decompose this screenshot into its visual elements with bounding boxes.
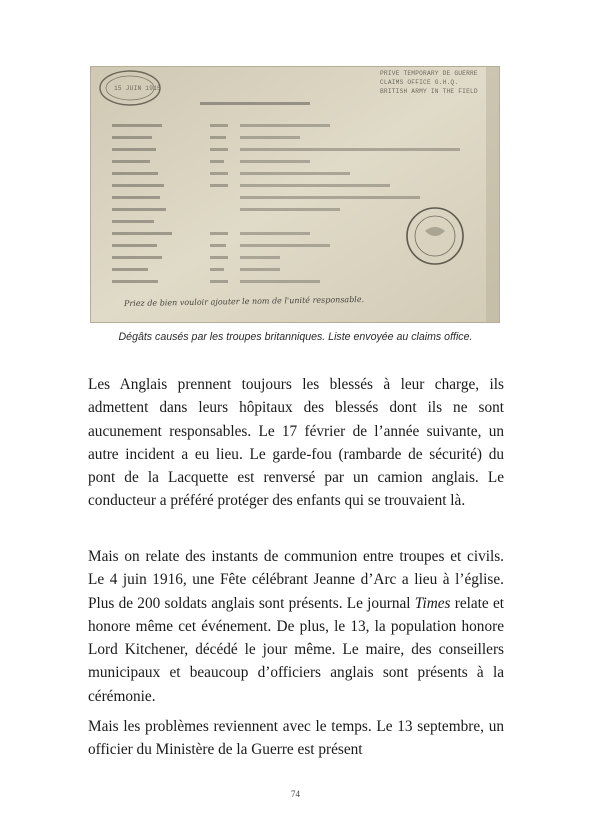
round-stamp-graphic	[407, 208, 463, 264]
paragraph-2-start: Mais on relate des instants de communion entre troupes et civils. Le 4 juin 1916, une Fête célébrant Jeanne d’Arc a lieu à l’église. Plus de 200 soldats anglais sont présents. Le journal	[88, 548, 504, 612]
paragraph-1: Les Anglais prennent toujours les blessés à leur charge, ils admettent dans leurs hôpitaux des blessés dont ils ne sont aucunement responsables. Le 17 février de l’année suivante, un autre incident a eu lieu. Le garde-fou (rambarde de sécurité) du pont de la Lacquette est renversé par un camion anglais. Le conducteur a préféré protéger des enfants qui se trouvaient là.	[88, 376, 504, 510]
document-photo	[90, 66, 500, 323]
newspaper-title: Times	[414, 594, 451, 612]
header-line-1: PRIVE TEMPORARY DE GUERRE	[380, 70, 478, 77]
paragraph-3: Mais les problèmes reviennent avec le temps. Le 13 septembre, un officier du Ministère de la Guerre est présent	[88, 718, 504, 759]
photo-paper-texture	[90, 66, 500, 323]
paragraph-2-end: relate et honore même cet événement. De plus, le 13, la population honore Lord Kitchener, décédé le jour même. Le maire, des conseillers municipaux et beaucoup d’officiers anglais sont présents à la cérémonie.	[88, 594, 505, 705]
stamp-text: 15 JUIN 1915	[114, 85, 161, 92]
header-line-2: CLAIMS OFFICE G.H.Q.	[380, 79, 459, 86]
figure-caption: Dégâts causés par les troupes britanniques. Liste envoyée au claims office.	[118, 331, 473, 343]
page-number: 74	[291, 789, 300, 799]
handwritten-note: Priez de bien vouloir ajouter le nom de l'unité responsable.	[123, 294, 365, 309]
paragraph-2	[88, 545, 504, 708]
header-line-3: BRITISH ARMY IN THE FIELD	[380, 88, 478, 95]
